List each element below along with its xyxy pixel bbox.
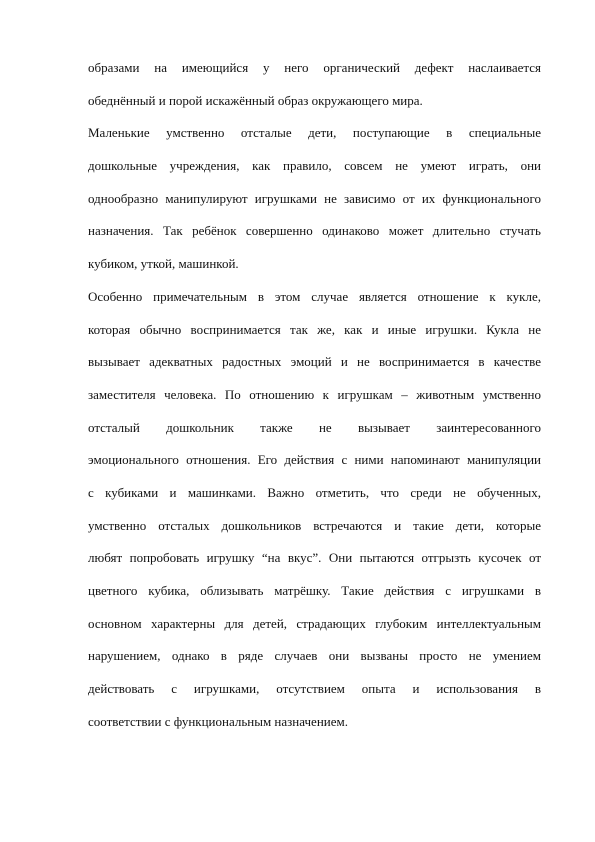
text-line: основном характерны для детей, страдающих глубоким интеллектуальным <box>88 615 541 631</box>
text-line: назначения. Так ребёнок совершенно одинаково может длительно стучать <box>88 223 541 239</box>
text-line: кубиком, уткой, машинкой. <box>88 256 239 272</box>
text-line: обеднённый и порой искажённый образ окружающего мира. <box>88 92 423 108</box>
text-line: нарушением, однако в ряде случаев они вызваны просто не умением <box>88 648 541 664</box>
text-line: заместителя человека. По отношению к игрушкам – животным умственно <box>88 386 541 402</box>
text-line: умственно отсталых дошкольников встречаются и такие дети, которые <box>88 517 541 533</box>
text-line: образами на имеющийся у него органический дефект наслаивается <box>88 60 541 75</box>
text-line: вызывает адекватных радостных эмоций и не воспринимается в качестве <box>88 354 541 370</box>
text-line: однообразно манипулируют игрушками не зависимо от их функционального <box>88 190 541 206</box>
text-line: любят попробовать игрушку “на вкус”. Они пытаются отгрызть кусочек от <box>88 550 541 566</box>
text-line: с кубиками и машинками. Важно отметить, что среди не обученных, <box>88 484 541 500</box>
text-line: отсталый дошкольник также не вызывает заинтересованного <box>88 419 541 435</box>
text-line: которая обычно воспринимается так же, как и иные игрушки. Кукла не <box>88 321 541 337</box>
text-line: соответствии с функциональным назначением. <box>88 713 348 729</box>
text-line: Особенно примечательным в этом случае является отношение к кукле, <box>88 288 541 304</box>
document-body <box>88 52 541 738</box>
text-line: эмоционального отношения. Его действия с ними напоминают манипуляции <box>88 452 541 468</box>
text-line: Маленькие умственно отсталые дети, поступающие в специальные <box>88 125 541 141</box>
text-line: действовать с игрушками, отсутствием опыта и использования в <box>88 681 541 697</box>
text-line: цветного кубика, облизывать матрёшку. Такие действия с игрушками в <box>88 583 541 598</box>
text-line: дошкольные учреждения, как правило, совсем не умеют играть, они <box>88 158 541 174</box>
